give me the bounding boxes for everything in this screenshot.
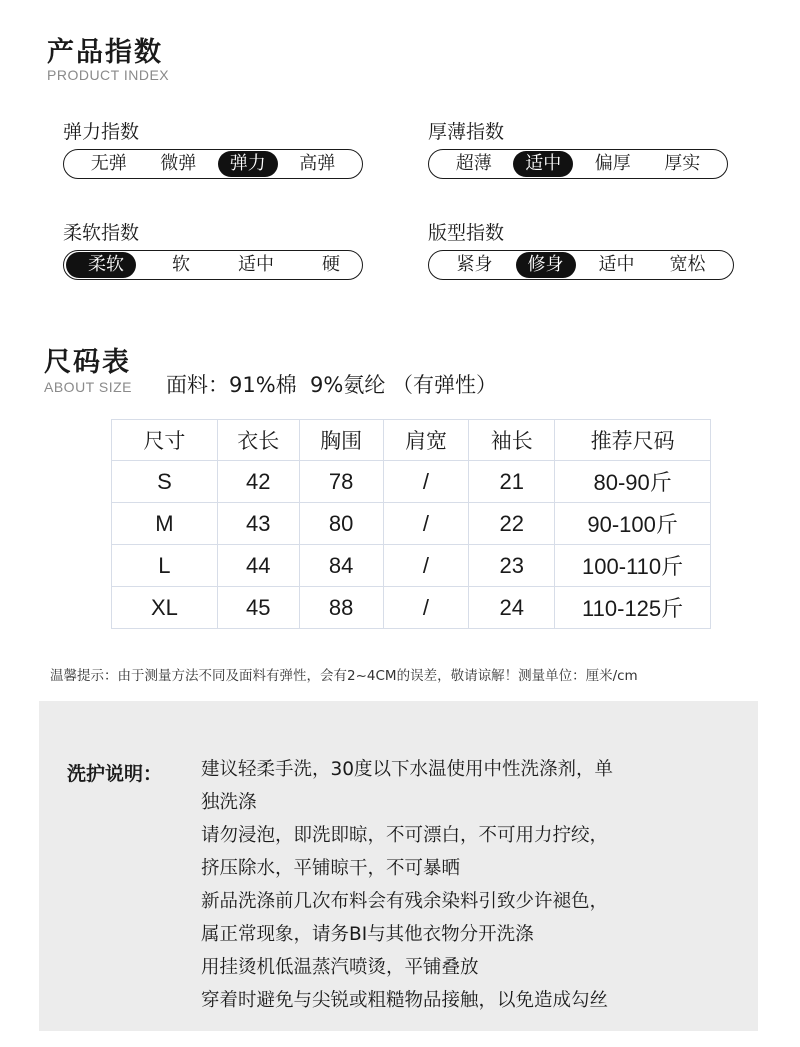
fit-label: 版型指数 bbox=[428, 222, 505, 244]
fit-scale bbox=[428, 250, 734, 280]
bust-cell: 80 bbox=[299, 503, 383, 545]
thickness-option-thin: 超薄 bbox=[455, 153, 492, 174]
fit-option-loose: 宽松 bbox=[669, 254, 706, 275]
recommended-cell: 110-125斤 bbox=[555, 587, 711, 629]
elasticity-option-none: 无弹 bbox=[90, 153, 127, 174]
fit-option-selected: 修身 bbox=[516, 252, 576, 278]
elasticity-option-slight: 微弹 bbox=[160, 153, 197, 174]
care-line: 挤压除水，平铺晾干，不可暴晒 bbox=[201, 858, 461, 879]
table-row bbox=[112, 587, 711, 629]
elasticity-scale bbox=[63, 149, 363, 179]
care-line: 请勿浸泡，即洗即晾，不可漂白，不可用力拧绞， bbox=[201, 825, 609, 846]
softness-option-selected: 柔软 bbox=[66, 252, 136, 278]
table-row bbox=[112, 461, 711, 503]
product-index-subtitle: PRODUCT INDEX bbox=[47, 67, 170, 83]
care-line: 建议轻柔手洗，30度以下水温使用中性洗涤剂，单 bbox=[201, 759, 614, 780]
recommended-cell: 100-110斤 bbox=[555, 545, 711, 587]
recommended-cell: 90-100斤 bbox=[555, 503, 711, 545]
care-label: 洗护说明： bbox=[67, 763, 163, 785]
elasticity-option-selected: 弹力 bbox=[218, 151, 278, 177]
length-cell: 44 bbox=[217, 545, 299, 587]
header-sleeve: 袖长 bbox=[469, 420, 555, 461]
measurement-tip: 温馨提示：由于测量方法不同及面料有弹性，会有2~4CM的误差，敬请谅解！测量单位：厘米/cm bbox=[50, 668, 638, 684]
thickness-scale bbox=[428, 149, 728, 179]
header-size: 尺寸 bbox=[112, 420, 218, 461]
softness-option-hard: 硬 bbox=[322, 254, 340, 275]
recommended-cell: 80-90斤 bbox=[555, 461, 711, 503]
elasticity-label: 弹力指数 bbox=[63, 121, 140, 143]
sleeve-cell: 22 bbox=[469, 503, 555, 545]
size-cell: S bbox=[112, 461, 218, 503]
softness-scale bbox=[63, 250, 363, 280]
thickness-option-thick: 厚实 bbox=[664, 153, 701, 174]
softness-option-soft: 软 bbox=[172, 254, 190, 275]
size-chart-title: 尺码表 bbox=[44, 347, 131, 378]
softness-option-medium: 适中 bbox=[238, 254, 274, 275]
size-cell: XL bbox=[112, 587, 218, 629]
header-shoulder: 肩宽 bbox=[383, 420, 469, 461]
care-line: 独洗涤 bbox=[201, 792, 257, 813]
material-info: 面料：91%棉 9%氨纶 （有弹性） bbox=[166, 373, 498, 397]
length-cell: 43 bbox=[217, 503, 299, 545]
fit-option-tight: 紧身 bbox=[456, 254, 493, 275]
shoulder-cell: / bbox=[383, 587, 469, 629]
header-recommended: 推荐尺码 bbox=[555, 420, 711, 461]
sleeve-cell: 24 bbox=[469, 587, 555, 629]
sleeve-cell: 21 bbox=[469, 461, 555, 503]
table-row bbox=[112, 545, 711, 587]
product-index-title: 产品指数 bbox=[47, 37, 163, 68]
header-length: 衣长 bbox=[217, 420, 299, 461]
softness-label: 柔软指数 bbox=[63, 222, 140, 244]
shoulder-cell: / bbox=[383, 545, 469, 587]
thickness-option-selected: 适中 bbox=[513, 151, 573, 177]
size-chart-subtitle: ABOUT SIZE bbox=[44, 379, 132, 395]
care-lines bbox=[201, 753, 613, 1017]
thickness-label: 厚薄指数 bbox=[428, 121, 505, 143]
size-cell: L bbox=[112, 545, 218, 587]
header-bust: 胸围 bbox=[299, 420, 383, 461]
size-cell: M bbox=[112, 503, 218, 545]
length-cell: 45 bbox=[217, 587, 299, 629]
bust-cell: 78 bbox=[299, 461, 383, 503]
sleeve-cell: 23 bbox=[469, 545, 555, 587]
care-line: 用挂烫机低温蒸汽喷烫，平铺叠放 bbox=[201, 957, 479, 978]
length-cell: 42 bbox=[217, 461, 299, 503]
thickness-option-thicker: 偏厚 bbox=[594, 153, 631, 174]
care-line: 穿着时避免与尖锐或粗糙物品接触，以免造成勾丝 bbox=[201, 990, 609, 1011]
bust-cell: 84 bbox=[299, 545, 383, 587]
shoulder-cell: / bbox=[383, 461, 469, 503]
size-table bbox=[111, 419, 711, 629]
fit-option-regular: 适中 bbox=[598, 254, 635, 275]
care-line: 新品洗涤前几次布料会有残余染料引致少许褪色， bbox=[201, 891, 609, 912]
shoulder-cell: / bbox=[383, 503, 469, 545]
size-table-header bbox=[112, 420, 711, 461]
table-row bbox=[112, 503, 711, 545]
care-line: 属正常现象，请务BI与其他衣物分开洗涤 bbox=[201, 924, 534, 945]
elasticity-option-high: 高弹 bbox=[299, 153, 336, 174]
bust-cell: 88 bbox=[299, 587, 383, 629]
